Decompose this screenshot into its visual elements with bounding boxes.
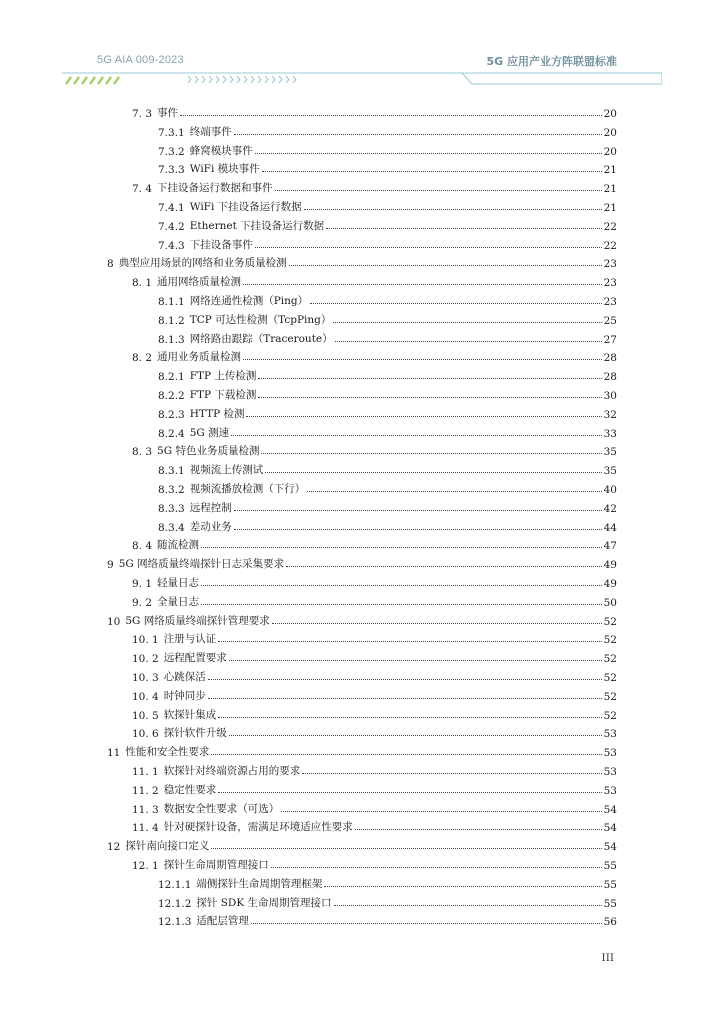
toc-entry [132,685,617,703]
toc-section-title: 全量日志 [157,595,200,608]
chevron-icon [230,76,233,83]
toc-entry [107,610,617,628]
toc-page-number: 35 [603,446,617,459]
toc-page-number: 53 [603,766,617,778]
toc-entry [158,309,617,327]
toc-page-number: 27 [603,333,617,346]
toc-entry [158,478,617,496]
toc-page-number: 28 [603,352,617,365]
chevron-icon [202,76,205,83]
toc-section-title: 网络连通性检测（Ping） [189,295,309,307]
leader-dots [265,472,601,473]
toc-section-number: 8.3.1 [158,465,185,478]
toc-section-title: 软探针集成 [163,708,217,721]
toc-section-number: 11 [107,747,121,760]
toc-section-title: 差动业务 [189,520,232,533]
toc-section-title: WiFi 模块事件 [189,163,260,176]
slash-mark [106,77,111,84]
toc-section-number: 9 [107,559,114,572]
toc-entry [132,628,617,646]
toc-page-number: 32 [603,408,617,421]
toc-entry [158,873,617,891]
toc-section-number: 8. 3 [132,446,153,459]
toc-page-number: 47 [603,540,617,553]
toc-section-number: 10. 1 [132,634,159,647]
toc-section-number: 12.1.1 [158,878,192,891]
chevron-icon [265,76,268,83]
toc-section-number: 8.1.3 [158,333,185,346]
toc-entry [158,290,617,308]
toc-section-number: 10. 6 [132,728,159,741]
toc-section-title: 通用业务质量检测 [157,351,242,364]
leader-dots [289,265,602,266]
leader-dots [258,378,601,379]
toc-entry [158,422,617,440]
toc-section-number: 8.3.2 [158,484,185,496]
toc-section-title: 远程控制 [189,501,232,514]
toc-section-title: 探针 SDK 生命周期管理接口 [196,896,332,909]
toc-section-title: 稳定性要求 [163,783,217,796]
toc-section-title: 终端事件 [189,125,232,138]
leader-dots [231,435,602,436]
leader-dots [275,190,602,191]
toc-page-number: 23 [603,277,617,290]
toc-entry [132,704,617,722]
toc-entry [132,666,617,684]
slash-pattern [66,77,119,84]
slash-mark [74,77,79,84]
toc-entry [107,553,617,571]
toc-section-title: HTTP 检测 [189,407,245,420]
leader-dots [255,153,602,154]
leader-dots [211,754,601,755]
toc-section-number: 8.1.2 [158,314,185,327]
leader-dots [255,247,602,248]
leader-dots [307,491,601,492]
toc-page-number: 54 [603,803,617,816]
toc-page-number: 53 [603,747,617,760]
leader-dots [218,641,601,642]
leader-dots [243,359,602,360]
toc-section-number: 8 [107,258,114,271]
toc-section-number: 11. 4 [132,822,159,835]
leader-dots [201,585,602,586]
toc-page-number: 22 [603,220,617,233]
chevron-pattern [188,76,296,83]
standard-code: 5G AIA 009-2023 [97,54,184,66]
leader-dots [243,284,602,285]
chevron-icon [258,76,261,83]
toc-section-number: 8.3.4 [158,521,185,534]
toc-section-title: 针对硬探针设备，需满足环境适应性要求 [163,821,353,834]
toc-page-number: 49 [603,559,617,572]
toc-page-number: 53 [603,784,617,797]
toc-entry [132,271,617,289]
toc-section-title: 端侧探针生命周期管理框架 [196,877,323,890]
toc-section-number: 7.3.3 [158,164,185,177]
toc-section-title: 视频流上传测试 [189,464,264,477]
toc-section-title: 5G 特色业务质量检测 [157,445,260,458]
leader-dots [208,679,602,680]
slash-mark [66,77,71,84]
leader-dots [355,829,602,830]
toc-entry [132,647,617,665]
toc-entry [132,572,617,590]
toc-entry [158,196,617,214]
toc-section-number: 11. 1 [132,766,159,778]
toc-entry [132,816,617,834]
toc-entry [158,497,617,515]
toc-entry [132,591,617,609]
toc-section-number: 7.3.1 [158,126,185,139]
leader-dots [324,886,601,887]
toc-section-number: 10. 2 [132,653,159,666]
chevron-icon [244,76,247,83]
toc-entry [158,328,617,346]
toc-page-number: 52 [603,653,617,666]
toc-section-number: 11. 2 [132,784,159,797]
toc-section-number: 7. 3 [132,108,153,120]
toc-section-number: 7.4.1 [158,202,185,214]
toc-entry [132,760,617,778]
toc-page-number: 54 [603,841,617,854]
leader-dots [261,453,601,454]
leader-dots [271,867,602,868]
toc-section-title: 典型应用场景的网络和业务质量检测 [118,257,287,270]
toc-page-number: 20 [603,145,617,158]
toc-section-title: 下挂设备运行数据和事件 [157,182,273,195]
toc-section-title: 事件 [157,107,179,119]
chevron-icon [286,76,289,83]
toc-section-number: 8. 4 [132,540,153,553]
toc-page-number: 21 [603,164,617,177]
toc-entry [132,854,617,872]
slash-mark [90,77,95,84]
leader-dots [218,717,601,718]
toc-entry [158,384,617,402]
chevron-icon [209,76,212,83]
toc-page-number: 52 [603,615,617,628]
toc-page-number: 52 [603,634,617,647]
page-number: III [601,952,614,964]
leader-dots [335,341,602,342]
toc-section-number: 8. 2 [132,352,153,365]
toc-entry [158,403,617,421]
toc-entry [132,440,617,458]
toc-section-number: 8.2.4 [158,427,185,440]
toc-section-title: 轻量日志 [157,577,200,589]
leader-dots [234,134,602,135]
leader-dots [246,416,601,417]
toc-entry [107,741,617,759]
toc-entry [158,234,617,252]
toc-page-number: 55 [603,860,617,872]
toc-page-number: 56 [603,916,617,929]
toc-section-title: Ethernet 下挂设备运行数据 [189,219,325,232]
leader-dots [326,228,601,229]
toc-section-number: 7.3.2 [158,145,185,158]
toc-section-title: WiFi 下挂设备运行数据 [189,201,302,213]
leader-dots [304,209,602,210]
leader-dots [211,848,601,849]
toc-section-number: 11. 3 [132,803,159,816]
toc-page-number: 21 [603,202,617,214]
toc-page-number: 53 [603,728,617,741]
header-tab [462,73,662,84]
toc-entry [107,835,617,853]
toc-page-number: 20 [603,126,617,139]
toc-section-title: 5G 网络质量终端探针日志采集要求 [118,558,285,571]
toc-page-number: 23 [603,296,617,308]
toc-section-number: 7.4.3 [158,239,185,252]
toc-section-number: 8.2.1 [158,371,185,384]
toc-entry [107,252,617,270]
leader-dots [229,735,602,736]
chevron-icon [188,76,191,83]
toc-section-title: 心跳保活 [163,671,206,683]
toc-section-number: 12. 1 [132,860,159,872]
toc-page-number: 55 [603,878,617,891]
slash-mark [98,77,103,84]
toc-section-number: 9. 2 [132,596,153,609]
toc-section-number: 10. 3 [132,672,159,684]
toc-section-number: 8.1.1 [158,296,185,308]
leader-dots [302,773,601,774]
toc-section-title: 网络路由跟踪（Traceroute） [189,332,333,345]
toc-section-title: FTP 下载检测 [189,389,257,401]
toc-section-title: 探针软件升级 [163,727,227,740]
toc-entry [158,459,617,477]
toc-entry [132,798,617,816]
toc-section-title: 探针南向接口定义 [125,840,210,853]
toc-section-title: 蜂窝模块事件 [189,144,253,157]
toc-section-title: 视频流播放检测（下行） [189,483,306,495]
leader-dots [180,115,602,116]
toc-page-number: 21 [603,183,617,196]
toc-section-title: 软探针对终端资源占用的要求 [163,765,301,777]
leader-dots [262,171,602,172]
toc-entry [158,516,617,534]
toc-entry [132,534,617,552]
toc-entry [158,121,617,139]
toc-section-number: 12 [107,841,121,854]
toc-page-number: 54 [603,822,617,835]
toc-section-number: 10. 5 [132,709,159,722]
toc-section-number: 7. 4 [132,183,153,196]
toc-section-title: 注册与认证 [163,633,217,646]
toc-section-title: 时钟同步 [163,689,206,702]
toc-page-number: 28 [603,371,617,384]
toc-page-number: 23 [603,258,617,271]
leader-dots [234,529,602,530]
toc-section-title: TCP 可达性检测（TcpPing） [189,313,332,326]
chevron-icon [293,76,296,83]
toc-entry [158,365,617,383]
toc-page-number: 25 [603,314,617,327]
toc-section-number: 10. 4 [132,690,159,703]
toc-page-number: 30 [603,390,617,402]
toc-entry [132,346,617,364]
toc-section-number: 8. 1 [132,277,153,290]
toc-section-number: 8.2.2 [158,390,185,402]
chevron-icon [195,76,198,83]
toc-section-title: FTP 上传检测 [189,370,257,383]
toc-entry [132,722,617,740]
leader-dots [234,510,602,511]
toc-entry [132,779,617,797]
toc-page-number: 52 [603,709,617,722]
leader-dots [310,303,601,304]
toc-page-number: 42 [603,502,617,515]
toc-section-title: 通用网络质量检测 [157,276,242,289]
toc-section-number: 9. 1 [132,578,153,590]
toc-section-number: 12.1.2 [158,897,192,910]
toc-page-number: 22 [603,239,617,252]
leader-dots [281,811,601,812]
toc-page-number: 33 [603,427,617,440]
toc-page-number: 40 [603,484,617,496]
toc-page-number: 52 [603,690,617,703]
toc-page-number: 49 [603,578,617,590]
toc-entry [158,215,617,233]
toc-page-number: 55 [603,897,617,910]
toc-entry [158,910,617,928]
chevron-icon [223,76,226,83]
leader-dots [286,566,602,567]
toc-section-title: 远程配置要求 [163,652,227,665]
leader-dots [218,792,601,793]
toc-section-title: 5G 网络质量终端探针管理要求 [125,614,270,627]
leader-dots [229,660,602,661]
toc-entry [158,140,617,158]
toc-section-number: 7.4.2 [158,220,185,233]
toc-section-title: 随流检测 [157,539,200,552]
leader-dots [272,623,602,624]
toc-section-number: 8.2.3 [158,408,185,421]
toc-entry [132,102,617,120]
toc-section-title: 性能和安全性要求 [125,746,210,759]
chevron-icon [216,76,219,83]
toc-section-number: 10 [107,615,121,628]
chevron-icon [279,76,282,83]
slash-mark [114,77,119,84]
leader-dots [251,923,602,924]
toc-page-number: 44 [603,521,617,534]
toc-entry [132,177,617,195]
leader-dots [201,547,602,548]
chevron-icon [237,76,240,83]
leader-dots [333,322,601,323]
toc-entry [158,158,617,176]
toc-page-number: 50 [603,596,617,609]
chevron-icon [272,76,275,83]
toc-section-title: 数据安全性要求（可选） [163,802,280,815]
toc-section-number: 8.3.3 [158,502,185,515]
leader-dots [201,604,602,605]
alliance-title: 5G 应用产业方阵联盟标准 [486,55,617,68]
toc-section-title: 5G 测速 [189,426,230,439]
toc-section-title: 探针生命周期管理接口 [163,859,269,871]
toc-page-number: 20 [603,108,617,120]
toc-section-number: 12.1.3 [158,916,192,929]
toc-page-number: 52 [603,672,617,684]
toc-section-title: 下挂设备事件 [189,238,253,251]
header-decoration [62,70,662,88]
leader-dots [334,905,602,906]
toc-entry [158,892,617,910]
leader-dots [258,397,601,398]
chevron-icon [251,76,254,83]
toc-page-number: 35 [603,465,617,478]
slash-mark [82,77,87,84]
leader-dots [208,698,602,699]
toc-section-title: 适配层管理 [196,915,249,928]
